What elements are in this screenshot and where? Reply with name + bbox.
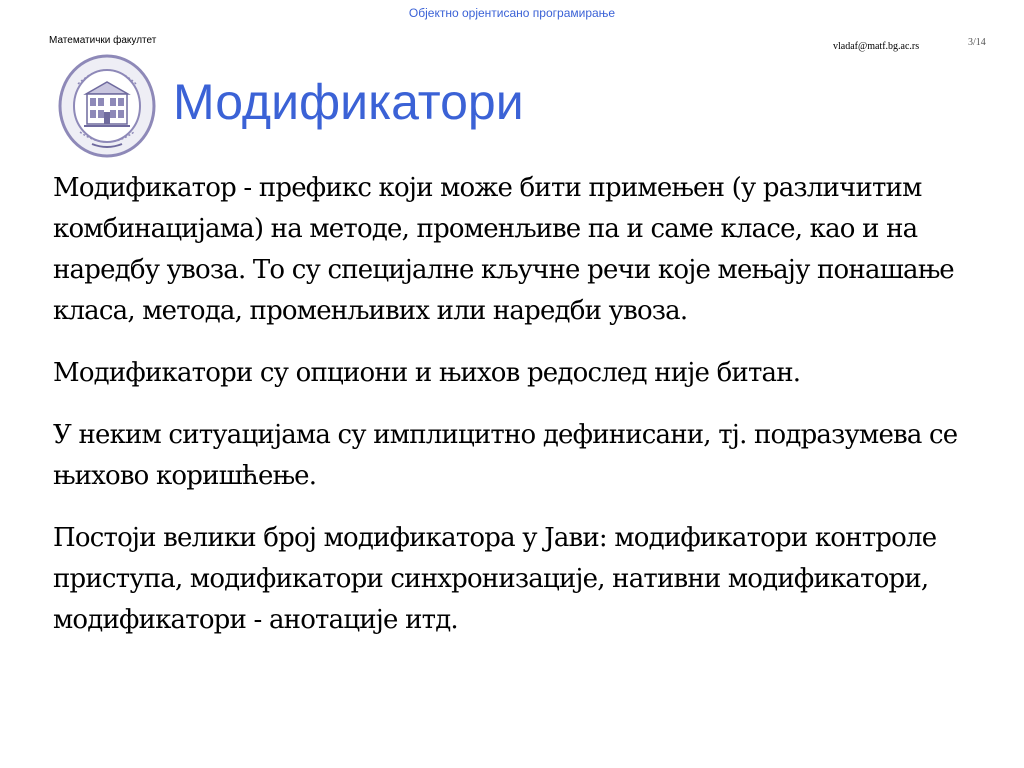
paragraph: Постоји велики број модификатора у Јави: модификатори контроле приступа, модификатори синхронизације, нативни модификатори, модификатори - анотације итд. xyxy=(53,523,937,635)
slide-title: Модификатори xyxy=(173,74,524,130)
faculty-name: Математички факултет xyxy=(49,35,157,46)
paragraph: У неким ситуацијама су имплицитно дефинисани, тј. подразумева се њихово коришћење. xyxy=(53,420,958,491)
author-email: vladaf@matf.bg.ac.rs xyxy=(833,41,920,52)
university-seal-icon xyxy=(56,54,158,164)
page-number: 3/14 xyxy=(968,37,986,48)
course-title: Објектно орјентисано програмирање xyxy=(408,6,616,20)
paragraph: Модификатор - префикс који може бити примењен (у различитим комбинацијама) на методе, променљиве па и саме класе, као и на наредбу увоза. То су специјалне кључне речи које мењају понашање класа, метода, променљивих или наредби увоза. xyxy=(53,173,954,326)
paragraph: Модификатори су опциони и њихов редослед није битан. xyxy=(53,358,801,388)
slide-content xyxy=(53,168,1013,662)
